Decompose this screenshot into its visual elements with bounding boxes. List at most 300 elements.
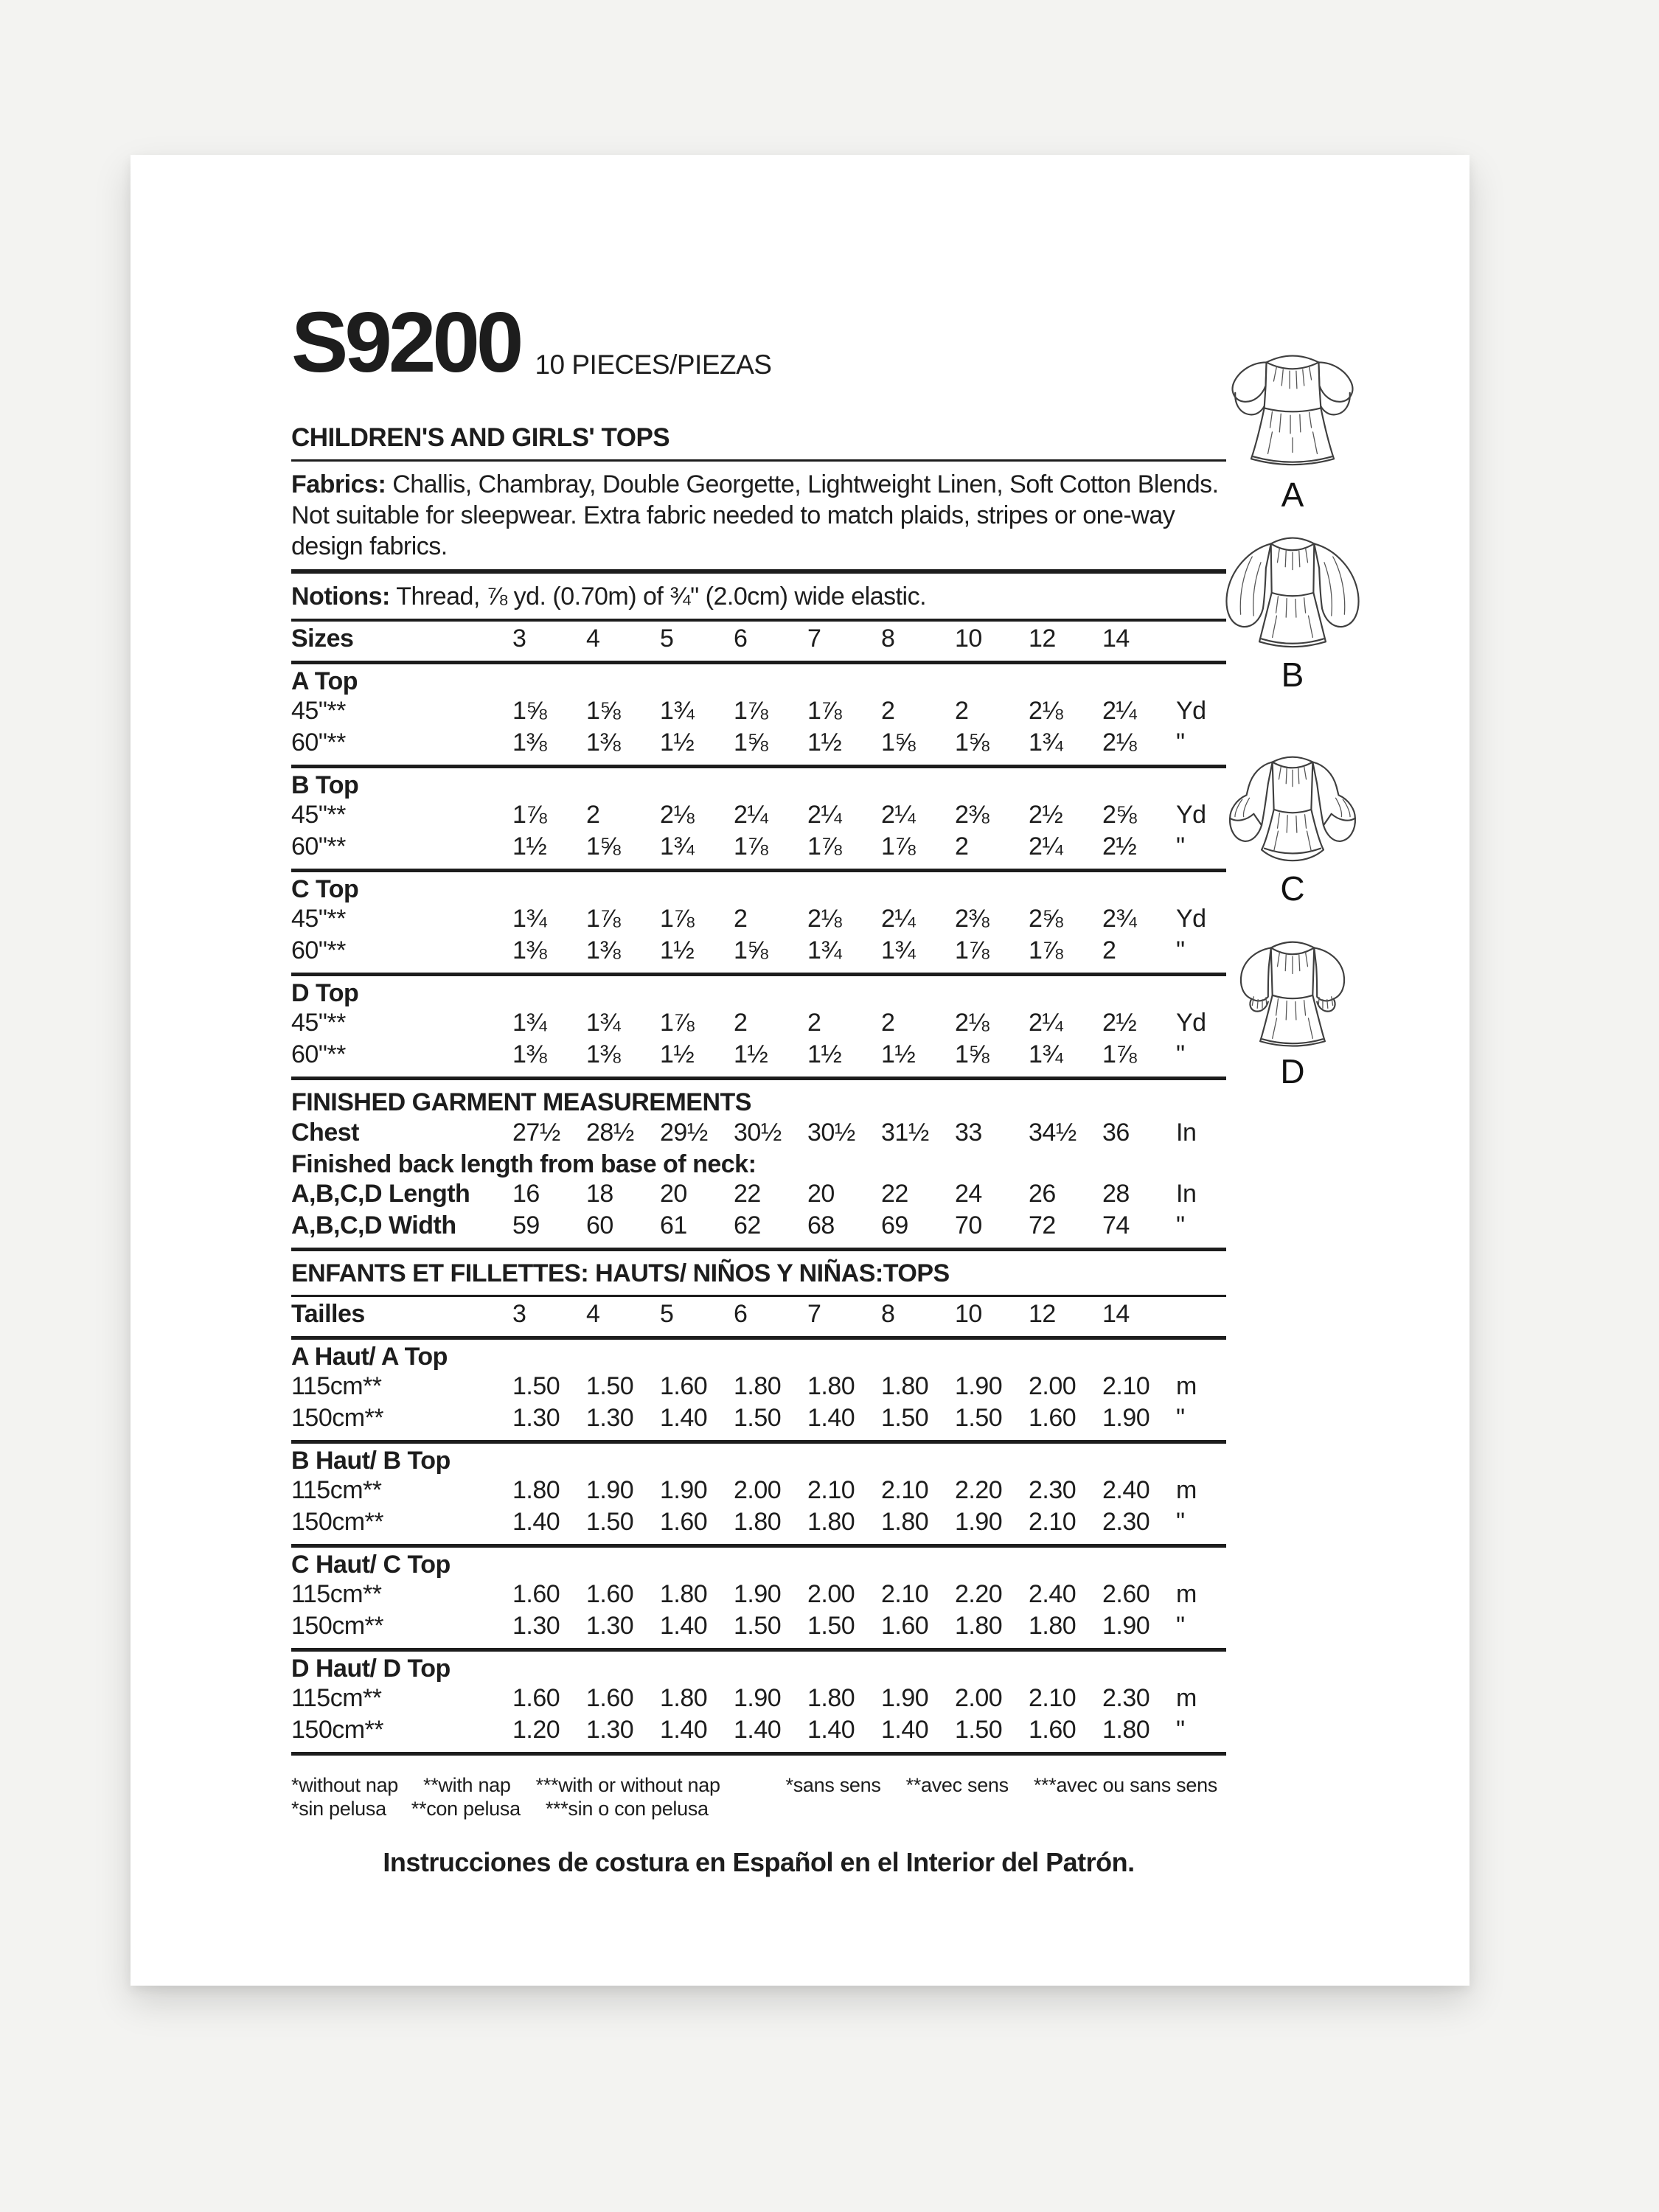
size-header-row bbox=[291, 623, 1226, 655]
value-cell: 1¾ bbox=[660, 697, 695, 725]
row-label: 115cm** bbox=[291, 1372, 382, 1400]
value-cell: 2½ bbox=[1029, 801, 1063, 829]
yardage-row bbox=[291, 1039, 1226, 1071]
value-cell: 1¾ bbox=[586, 1009, 621, 1037]
garment-view-a bbox=[1214, 338, 1371, 515]
value-cell: 34½ bbox=[1029, 1119, 1077, 1147]
divider bbox=[291, 973, 1226, 976]
value-cell: 1.60 bbox=[1029, 1716, 1077, 1744]
value-cell: 1.80 bbox=[807, 1508, 855, 1536]
value-cell: 1⅝ bbox=[881, 728, 916, 757]
value-cell: 1½ bbox=[807, 728, 842, 757]
value-cell: 1.50 bbox=[734, 1612, 782, 1640]
value-cell: 2¼ bbox=[881, 801, 916, 829]
row-label: Chest bbox=[291, 1119, 359, 1147]
value-cell: 2⅛ bbox=[1029, 697, 1063, 725]
divider bbox=[291, 619, 1226, 622]
row-label: 45"** bbox=[291, 801, 346, 829]
section-heading: D Haut/ D Top bbox=[291, 1654, 451, 1683]
value-cell: 1¾ bbox=[1029, 1040, 1063, 1068]
view-label-d: D bbox=[1280, 1052, 1305, 1091]
divider bbox=[291, 1336, 1226, 1340]
size-value: 4 bbox=[586, 1300, 600, 1328]
view-label-c: C bbox=[1280, 869, 1305, 908]
value-cell: 2.30 bbox=[1102, 1508, 1150, 1536]
value-cell: 74 bbox=[1102, 1211, 1130, 1239]
value-cell: 33 bbox=[955, 1119, 982, 1147]
garment-c-illustration bbox=[1219, 748, 1366, 866]
value-cell: 1.90 bbox=[1102, 1404, 1150, 1432]
unit-cell: " bbox=[1176, 1716, 1185, 1744]
value-cell: 1⅞ bbox=[1102, 1040, 1137, 1068]
metric-heading: ENFANTS ET FILLETTES: HAUTS/ NIÑOS Y NIÑAS:TOPS bbox=[291, 1259, 950, 1287]
footnote-item: **avec sens bbox=[905, 1774, 1009, 1796]
row-label: 60"** bbox=[291, 1040, 346, 1068]
value-cell: 1½ bbox=[512, 832, 547, 860]
value-cell: 1.90 bbox=[734, 1580, 782, 1608]
yardage-row bbox=[291, 1371, 1226, 1402]
garment-a-illustration bbox=[1219, 338, 1366, 472]
value-cell: 27½ bbox=[512, 1119, 560, 1147]
value-cell: 1⅞ bbox=[1029, 936, 1063, 964]
size-value: 7 bbox=[807, 625, 821, 653]
value-cell: 2½ bbox=[1102, 1009, 1137, 1037]
size-value: 8 bbox=[881, 1300, 895, 1328]
value-cell: 2.60 bbox=[1102, 1580, 1150, 1608]
value-cell: 1⅜ bbox=[512, 936, 547, 964]
value-cell: 1.90 bbox=[734, 1684, 782, 1712]
value-cell: 1⅝ bbox=[734, 728, 768, 757]
section-heading: C Haut/ C Top bbox=[291, 1550, 451, 1579]
size-value: 12 bbox=[1029, 1300, 1056, 1328]
value-cell: 2.00 bbox=[734, 1476, 782, 1504]
value-cell: 1.50 bbox=[586, 1508, 634, 1536]
value-cell: 1.80 bbox=[807, 1684, 855, 1712]
row-label: 150cm** bbox=[291, 1404, 384, 1432]
row-label: 45"** bbox=[291, 1009, 346, 1037]
garment-view-c bbox=[1214, 748, 1371, 908]
value-cell: 2.20 bbox=[955, 1580, 1003, 1608]
value-cell: 1.80 bbox=[807, 1372, 855, 1400]
yardage-table-imperial bbox=[291, 623, 1226, 1080]
yardage-row bbox=[291, 1610, 1226, 1642]
garment-d-illustration bbox=[1219, 931, 1366, 1048]
divider bbox=[291, 661, 1226, 664]
size-value: 12 bbox=[1029, 625, 1056, 653]
value-cell: 59 bbox=[512, 1211, 540, 1239]
yardage-row bbox=[291, 831, 1226, 863]
value-cell: 1⅞ bbox=[955, 936, 990, 964]
footnote-line-1 bbox=[291, 1773, 1226, 1797]
value-cell: 1.40 bbox=[660, 1716, 708, 1744]
value-cell: 2½ bbox=[1102, 832, 1137, 860]
value-cell: 1¾ bbox=[512, 1009, 547, 1037]
value-cell: 1.90 bbox=[955, 1372, 1003, 1400]
value-cell: 1.80 bbox=[734, 1508, 782, 1536]
value-cell: 2.40 bbox=[1102, 1476, 1150, 1504]
value-cell: 2.30 bbox=[1102, 1684, 1150, 1712]
value-cell: 1.40 bbox=[512, 1508, 560, 1536]
section-heading: B Top bbox=[291, 771, 359, 799]
back-length-note: Finished back length from base of neck: bbox=[291, 1150, 757, 1178]
value-cell: 1⅞ bbox=[807, 832, 842, 860]
size-value: 7 bbox=[807, 1300, 821, 1328]
value-cell: 1⅜ bbox=[586, 728, 621, 757]
divider bbox=[291, 1544, 1226, 1548]
value-cell: 1⅞ bbox=[734, 832, 768, 860]
value-cell: 1⅞ bbox=[512, 801, 547, 829]
yardage-row bbox=[291, 1402, 1226, 1434]
value-cell: 30½ bbox=[807, 1119, 855, 1147]
divider bbox=[291, 1248, 1226, 1251]
value-cell: 26 bbox=[1029, 1180, 1056, 1208]
value-cell: 1⅜ bbox=[586, 936, 621, 964]
value-cell: 2 bbox=[734, 905, 748, 933]
unit-cell: Yd bbox=[1176, 801, 1206, 829]
value-cell: 1.50 bbox=[734, 1404, 782, 1432]
pattern-content-column bbox=[291, 155, 1226, 1878]
view-label-a: A bbox=[1281, 476, 1304, 514]
view-label-b: B bbox=[1281, 655, 1304, 694]
value-cell: 1.60 bbox=[660, 1372, 708, 1400]
value-cell: 1⅞ bbox=[586, 905, 621, 933]
value-cell: 1.60 bbox=[512, 1580, 560, 1608]
finished-row bbox=[291, 1210, 1226, 1242]
value-cell: 1⅜ bbox=[586, 1040, 621, 1068]
size-value: 14 bbox=[1102, 1300, 1130, 1328]
value-cell: 1.90 bbox=[660, 1476, 708, 1504]
section-heading: A Haut/ A Top bbox=[291, 1342, 448, 1371]
value-cell: 1.40 bbox=[660, 1404, 708, 1432]
value-cell: 1.40 bbox=[807, 1716, 855, 1744]
divider bbox=[291, 1077, 1226, 1080]
row-label: 150cm** bbox=[291, 1612, 384, 1640]
footnotes bbox=[291, 1773, 1226, 1820]
value-cell: 2⅛ bbox=[660, 801, 695, 829]
footnotes-french bbox=[785, 1773, 1226, 1797]
divider bbox=[291, 459, 1226, 462]
value-cell: 1⅜ bbox=[512, 728, 547, 757]
value-cell: 1⅞ bbox=[734, 697, 768, 725]
value-cell: 1.90 bbox=[586, 1476, 634, 1504]
value-cell: 62 bbox=[734, 1211, 761, 1239]
yardage-row bbox=[291, 727, 1226, 759]
value-cell: 28½ bbox=[586, 1119, 634, 1147]
value-cell: 28 bbox=[1102, 1180, 1130, 1208]
value-cell: 2 bbox=[955, 697, 969, 725]
section-heading: A Top bbox=[291, 667, 358, 695]
value-cell: 60 bbox=[586, 1211, 613, 1239]
value-cell: 2¾ bbox=[1102, 905, 1137, 933]
value-cell: 1⅞ bbox=[807, 697, 842, 725]
category-title: CHILDREN'S AND GIRLS' TOPS bbox=[291, 423, 670, 452]
value-cell: 1½ bbox=[660, 1040, 695, 1068]
value-cell: 31½ bbox=[881, 1119, 929, 1147]
value-cell: 1.80 bbox=[881, 1372, 929, 1400]
value-cell: 1.80 bbox=[660, 1580, 708, 1608]
row-label: 115cm** bbox=[291, 1580, 382, 1608]
unit-cell: " bbox=[1176, 1211, 1185, 1239]
value-cell: 1⅝ bbox=[586, 832, 621, 860]
value-cell: 24 bbox=[955, 1180, 982, 1208]
size-value: 5 bbox=[660, 625, 674, 653]
value-cell: 1⅝ bbox=[734, 936, 768, 964]
footnote-item: ***sin o con pelusa bbox=[545, 1798, 709, 1820]
value-cell: 1.80 bbox=[1102, 1716, 1150, 1744]
value-cell: 1⅝ bbox=[586, 697, 621, 725]
value-cell: 1.50 bbox=[512, 1372, 560, 1400]
row-label: A,B,C,D Width bbox=[291, 1211, 456, 1239]
fabrics-label: Fabrics: bbox=[291, 470, 386, 498]
value-cell: 1¾ bbox=[1029, 728, 1063, 757]
value-cell: 1¾ bbox=[807, 936, 842, 964]
size-value: 4 bbox=[586, 625, 600, 653]
divider bbox=[291, 869, 1226, 872]
yardage-row bbox=[291, 1007, 1226, 1039]
value-cell: 1.80 bbox=[1029, 1612, 1077, 1640]
value-cell: 30½ bbox=[734, 1119, 782, 1147]
value-cell: 1.80 bbox=[955, 1612, 1003, 1640]
value-cell: 2 bbox=[881, 697, 895, 725]
value-cell: 1.40 bbox=[734, 1716, 782, 1744]
value-cell: 61 bbox=[660, 1211, 687, 1239]
value-cell: 2.10 bbox=[1102, 1372, 1150, 1400]
value-cell: 2¼ bbox=[1102, 697, 1137, 725]
yardage-row bbox=[291, 935, 1226, 967]
value-cell: 1⅝ bbox=[955, 1040, 990, 1068]
value-cell: 36 bbox=[1102, 1119, 1130, 1147]
value-cell: 1½ bbox=[660, 936, 695, 964]
value-cell: 16 bbox=[512, 1180, 540, 1208]
value-cell: 2.10 bbox=[1029, 1508, 1077, 1536]
unit-cell: " bbox=[1176, 1040, 1185, 1068]
chest-row-slot bbox=[291, 1117, 1226, 1149]
value-cell: 1.50 bbox=[955, 1716, 1003, 1744]
size-value: 8 bbox=[881, 625, 895, 653]
yardage-row bbox=[291, 799, 1226, 831]
finished-rows-slot bbox=[291, 1178, 1226, 1242]
title-row bbox=[291, 294, 1226, 390]
value-cell: 2⅛ bbox=[955, 1009, 990, 1037]
footnote-line-2 bbox=[291, 1797, 1226, 1820]
section-heading: D Top bbox=[291, 978, 359, 1007]
value-cell: 1⅝ bbox=[512, 697, 547, 725]
row-label: 60"** bbox=[291, 832, 346, 860]
value-cell: 22 bbox=[734, 1180, 761, 1208]
value-cell: 2⅜ bbox=[955, 801, 990, 829]
value-cell: 1.40 bbox=[807, 1404, 855, 1432]
value-cell: 1¾ bbox=[660, 832, 695, 860]
value-cell: 70 bbox=[955, 1211, 982, 1239]
value-cell: 1⅝ bbox=[955, 728, 990, 757]
footnote-item: **with nap bbox=[423, 1774, 511, 1796]
unit-cell: " bbox=[1176, 1404, 1185, 1432]
value-cell: 2¼ bbox=[1029, 1009, 1063, 1037]
value-cell: 1¾ bbox=[881, 936, 916, 964]
value-cell: 2.10 bbox=[807, 1476, 855, 1504]
size-value: 14 bbox=[1102, 625, 1130, 653]
value-cell: 2¼ bbox=[807, 801, 842, 829]
garment-view-b bbox=[1214, 525, 1371, 695]
value-cell: 1.60 bbox=[586, 1580, 634, 1608]
value-cell: 2.00 bbox=[1029, 1372, 1077, 1400]
value-cell: 2.20 bbox=[955, 1476, 1003, 1504]
value-cell: 2 bbox=[807, 1009, 821, 1037]
value-cell: 1.80 bbox=[881, 1508, 929, 1536]
value-cell: 1.80 bbox=[734, 1372, 782, 1400]
value-cell: 18 bbox=[586, 1180, 613, 1208]
value-cell: 2⅜ bbox=[955, 905, 990, 933]
section-heading: C Top bbox=[291, 874, 359, 903]
value-cell: 2.40 bbox=[1029, 1580, 1077, 1608]
yardage-row bbox=[291, 903, 1226, 935]
footnote-item: **con pelusa bbox=[411, 1798, 521, 1820]
value-cell: 22 bbox=[881, 1180, 908, 1208]
value-cell: 20 bbox=[660, 1180, 687, 1208]
garment-view-d bbox=[1214, 931, 1371, 1091]
unit-cell: Yd bbox=[1176, 697, 1206, 725]
size-value: 5 bbox=[660, 1300, 674, 1328]
value-cell: 1.30 bbox=[586, 1716, 634, 1744]
value-cell: 1.30 bbox=[512, 1404, 560, 1432]
size-value: 10 bbox=[955, 625, 982, 653]
size-value: 3 bbox=[512, 1300, 526, 1328]
yardage-row bbox=[291, 1506, 1226, 1538]
unit-cell: m bbox=[1176, 1476, 1197, 1504]
value-cell: 2⅛ bbox=[1102, 728, 1137, 757]
unit-cell: " bbox=[1176, 1508, 1185, 1536]
value-cell: 1⅞ bbox=[660, 1009, 695, 1037]
row-label: 150cm** bbox=[291, 1508, 384, 1536]
value-cell: 1.90 bbox=[955, 1508, 1003, 1536]
finished-measurements-heading: FINISHED GARMENT MEASUREMENTS bbox=[291, 1088, 751, 1116]
footnote-item: *sin pelusa bbox=[291, 1798, 386, 1820]
value-cell: 2.30 bbox=[1029, 1476, 1077, 1504]
notions-text: Thread, ⅞ yd. (0.70m) of ¾" (2.0cm) wide elastic. bbox=[389, 582, 927, 611]
garment-views-column bbox=[1214, 338, 1371, 1091]
footnotes-english bbox=[291, 1773, 720, 1797]
value-cell: 2¼ bbox=[1029, 832, 1063, 860]
unit-cell: " bbox=[1176, 936, 1185, 964]
pieces-count: 10 PIECES/PIEZAS bbox=[535, 349, 772, 380]
value-cell: 2⅝ bbox=[1102, 801, 1137, 829]
row-label: 60"** bbox=[291, 728, 346, 757]
footnotes-spanish bbox=[291, 1797, 709, 1820]
value-cell: 1.60 bbox=[660, 1508, 708, 1536]
value-cell: 2 bbox=[734, 1009, 748, 1037]
value-cell: 1.50 bbox=[955, 1404, 1003, 1432]
value-cell: 1.50 bbox=[881, 1404, 929, 1432]
value-cell: 1⅜ bbox=[512, 1040, 547, 1068]
chest-row bbox=[291, 1117, 1226, 1149]
value-cell: 2.10 bbox=[881, 1476, 929, 1504]
spanish-instructions-note: Instrucciones de costura en Español en el Interior del Patrón. bbox=[383, 1847, 1135, 1877]
row-label: A,B,C,D Length bbox=[291, 1180, 470, 1208]
size-value: 10 bbox=[955, 1300, 982, 1328]
value-cell: 1¾ bbox=[512, 905, 547, 933]
divider bbox=[291, 1295, 1226, 1297]
yardage-row bbox=[291, 1714, 1226, 1746]
value-cell: 29½ bbox=[660, 1119, 708, 1147]
section-heading: B Haut/ B Top bbox=[291, 1446, 451, 1475]
unit-cell: " bbox=[1176, 832, 1185, 860]
value-cell: 1.50 bbox=[807, 1612, 855, 1640]
unit-cell: Yd bbox=[1176, 905, 1206, 933]
value-cell: 1.90 bbox=[1102, 1612, 1150, 1640]
value-cell: 1½ bbox=[807, 1040, 842, 1068]
divider bbox=[291, 1648, 1226, 1652]
unit-cell: m bbox=[1176, 1684, 1197, 1712]
value-cell: 68 bbox=[807, 1211, 835, 1239]
value-cell: 1½ bbox=[734, 1040, 768, 1068]
value-cell: 1.50 bbox=[586, 1372, 634, 1400]
unit-cell: m bbox=[1176, 1372, 1197, 1400]
value-cell: 2⅝ bbox=[1029, 905, 1063, 933]
finished-row bbox=[291, 1178, 1226, 1210]
value-cell: 1.40 bbox=[881, 1716, 929, 1744]
unit-cell: m bbox=[1176, 1580, 1197, 1608]
footnote-item: ***avec ou sans sens bbox=[1033, 1774, 1217, 1796]
value-cell: 1½ bbox=[660, 728, 695, 757]
divider bbox=[291, 1752, 1226, 1756]
footnote-item: ***with or without nap bbox=[535, 1774, 720, 1796]
unit-cell: Yd bbox=[1176, 1009, 1206, 1037]
value-cell: 1.60 bbox=[512, 1684, 560, 1712]
value-cell: 1.30 bbox=[512, 1612, 560, 1640]
value-cell: 20 bbox=[807, 1180, 835, 1208]
divider bbox=[291, 765, 1226, 768]
size-value: 6 bbox=[734, 1300, 748, 1328]
pattern-sheet bbox=[131, 155, 1470, 1986]
value-cell: 72 bbox=[1029, 1211, 1056, 1239]
unit-cell: " bbox=[1176, 728, 1185, 757]
value-cell: 1.30 bbox=[586, 1404, 634, 1432]
size-value: 3 bbox=[512, 625, 526, 653]
size-header-label: Sizes bbox=[291, 625, 354, 653]
yardage-table-metric bbox=[291, 1298, 1226, 1756]
value-cell: 2.00 bbox=[955, 1684, 1003, 1712]
value-cell: 2¼ bbox=[734, 801, 768, 829]
row-label: 115cm** bbox=[291, 1476, 382, 1504]
row-label: 45"** bbox=[291, 905, 346, 933]
value-cell: 2.00 bbox=[807, 1580, 855, 1608]
value-cell: 2.10 bbox=[881, 1580, 929, 1608]
value-cell: 2⅛ bbox=[807, 905, 842, 933]
value-cell: 2 bbox=[1102, 936, 1116, 964]
value-cell: 1.60 bbox=[881, 1612, 929, 1640]
value-cell: 1.60 bbox=[1029, 1404, 1077, 1432]
row-label: 45"** bbox=[291, 697, 346, 725]
garment-b-illustration bbox=[1219, 525, 1366, 652]
value-cell: 2¼ bbox=[881, 905, 916, 933]
value-cell: 1.20 bbox=[512, 1716, 560, 1744]
pattern-number: S9200 bbox=[291, 294, 521, 390]
value-cell: 1.60 bbox=[586, 1684, 634, 1712]
unit-cell: In bbox=[1176, 1180, 1197, 1208]
divider bbox=[291, 1440, 1226, 1444]
size-header-row bbox=[291, 1298, 1226, 1330]
footnote-item: *sans sens bbox=[785, 1774, 881, 1796]
value-cell: 2.10 bbox=[1029, 1684, 1077, 1712]
row-label: 150cm** bbox=[291, 1716, 384, 1744]
notions-paragraph bbox=[291, 581, 1226, 612]
value-cell: 2 bbox=[586, 801, 600, 829]
notions-label: Notions: bbox=[291, 582, 390, 611]
footnote-item: *without nap bbox=[291, 1774, 399, 1796]
value-cell: 2 bbox=[955, 832, 969, 860]
value-cell: 1.80 bbox=[660, 1684, 708, 1712]
fabrics-text: Challis, Chambray, Double Georgette, Lightweight Linen, Soft Cotton Blends. Not suitable for sleepwear. Extra fabric needed to match plaids, stripes or one-way design fabrics. bbox=[291, 470, 1219, 560]
